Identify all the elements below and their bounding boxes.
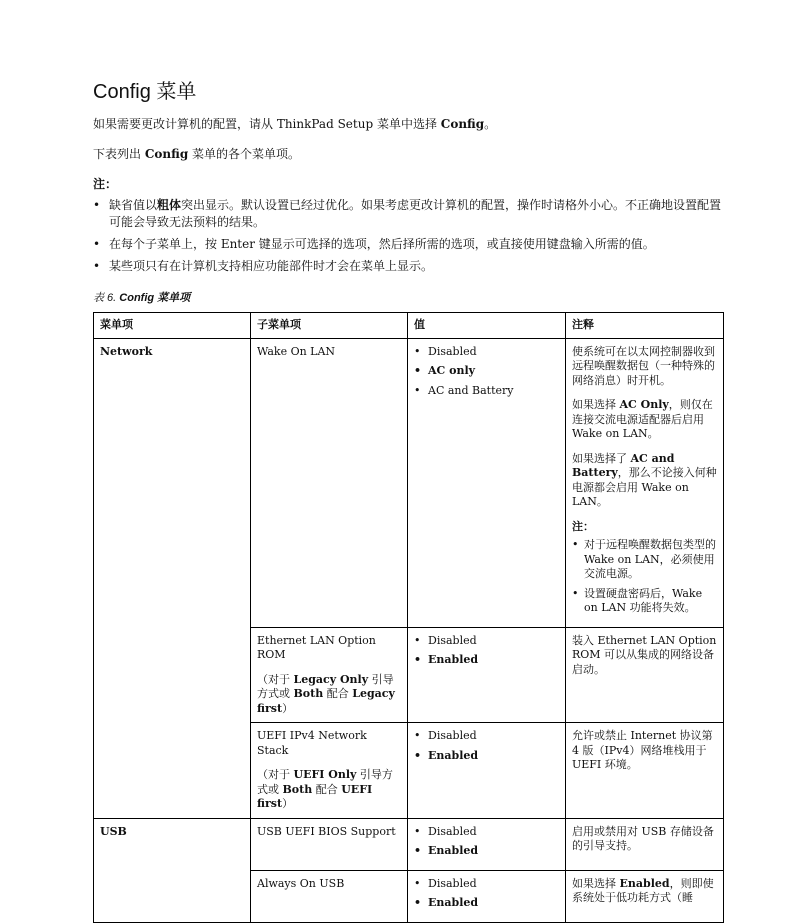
header-value: 值 xyxy=(408,313,566,339)
comment-cell xyxy=(566,723,724,819)
value-option: • Disabled xyxy=(414,729,559,744)
comment-cell xyxy=(566,870,724,922)
comment-cell xyxy=(566,627,724,723)
value-option: • Disabled xyxy=(414,825,559,840)
intro-text: 如果需要更改计算机的配置，请从 ThinkPad Setup 菜单中选择 Config。 xyxy=(93,117,497,131)
header-comment: 注释 xyxy=(566,313,724,339)
menu-item-usb: USB xyxy=(94,818,251,922)
value-option: • Disabled xyxy=(414,877,559,892)
comment-text: 如果选择了 AC and Battery，那么不论接入何种电源都会启用 Wake on LAN。 xyxy=(572,451,717,508)
value-option-default: • Enabled xyxy=(414,749,559,764)
submenu-usb-uefi-bios-support: USB UEFI BIOS Support xyxy=(251,818,408,870)
value-option: • Disabled xyxy=(414,634,559,649)
values-cell xyxy=(408,870,566,922)
value-option-default: • Enabled xyxy=(414,844,559,859)
comment-text: 如果选择 Enabled，则即使系统处于低功耗方式（睡 xyxy=(572,876,714,904)
notes-list xyxy=(93,197,723,275)
values-cell xyxy=(408,338,566,627)
comment-text: 使系统可在以太网控制器收到远程唤醒数据包（一种特殊的网络消息）时开机。 xyxy=(572,344,715,387)
submenu-ethernet-lan-option-rom: Ethernet LAN Option ROM （对于 Legacy Only 引导方式或 Both 配合 Legacy first） xyxy=(251,627,408,723)
values-cell xyxy=(408,723,566,819)
note-label: 注： xyxy=(93,177,118,191)
submenu-always-on-usb: Always On USB xyxy=(251,870,408,922)
config-menu-table xyxy=(93,312,724,923)
page-content xyxy=(93,78,723,923)
table-row xyxy=(94,818,724,870)
value-option: • Disabled xyxy=(414,345,559,360)
comment-cell xyxy=(566,818,724,870)
submenu-wake-on-lan: Wake On LAN xyxy=(251,338,408,627)
header-menu-item: 菜单项 xyxy=(94,313,251,339)
table-header-row xyxy=(94,313,724,339)
note-item: • 在每个子菜单上，按 Enter 键显示可选择的选项，然后择所需的选项，或直接使用键盘输入所需的值。 xyxy=(93,236,723,253)
note-item: • 某些项只有在计算机支持相应功能部件时才会在菜单上显示。 xyxy=(93,258,723,275)
comment-text: 允许或禁止 Internet 协议第 4 版（IPv4）网络堆栈用于 UEFI 环境。 xyxy=(572,729,713,771)
value-option-default: • Enabled xyxy=(414,896,559,911)
submenu-uefi-ipv4-network-stack: UEFI IPv4 Network Stack （对于 UEFI Only 引导方式或 Both 配合 UEFI first） xyxy=(251,723,408,819)
header-submenu-item: 子菜单项 xyxy=(251,313,408,339)
menu-item-network: Network xyxy=(94,338,251,818)
value-option-default: • AC only xyxy=(414,364,559,379)
comment-text: 装入 Ethernet LAN Option ROM 可以从集成的网络设备启动。 xyxy=(572,633,717,676)
list-intro-text: 下表列出 Config 菜单的各个菜单项。 xyxy=(93,147,301,161)
values-cell xyxy=(408,818,566,870)
comment-note-label: 注： xyxy=(572,519,594,533)
page-title: Config 菜单 xyxy=(93,81,197,103)
note-item: • 缺省值以粗体突出显示。默认设置已经过优化。如果考虑更改计算机的配置，操作时请格外小心。不正确地设置配置可能会导致无法预料的结果。 xyxy=(93,197,723,231)
values-cell xyxy=(408,627,566,723)
comment-text: 启用或禁用对 USB 存储设备的引导支持。 xyxy=(572,824,714,852)
table-caption: 表 6. Config 菜单项 xyxy=(93,292,191,304)
value-option: • AC and Battery xyxy=(414,384,559,399)
value-option-default: • Enabled xyxy=(414,653,559,668)
comment-note-item: • 设置硬盘密码后，Wake on LAN 功能将失效。 xyxy=(572,587,717,616)
comment-text: 如果选择 AC Only，则仅在连接交流电源适配器后启用 Wake on LAN。 xyxy=(572,398,713,440)
comment-note-item: • 对于远程唤醒数据包类型的 Wake on LAN，必须使用交流电源。 xyxy=(572,538,717,582)
comment-cell xyxy=(566,338,724,627)
table-row xyxy=(94,338,724,627)
